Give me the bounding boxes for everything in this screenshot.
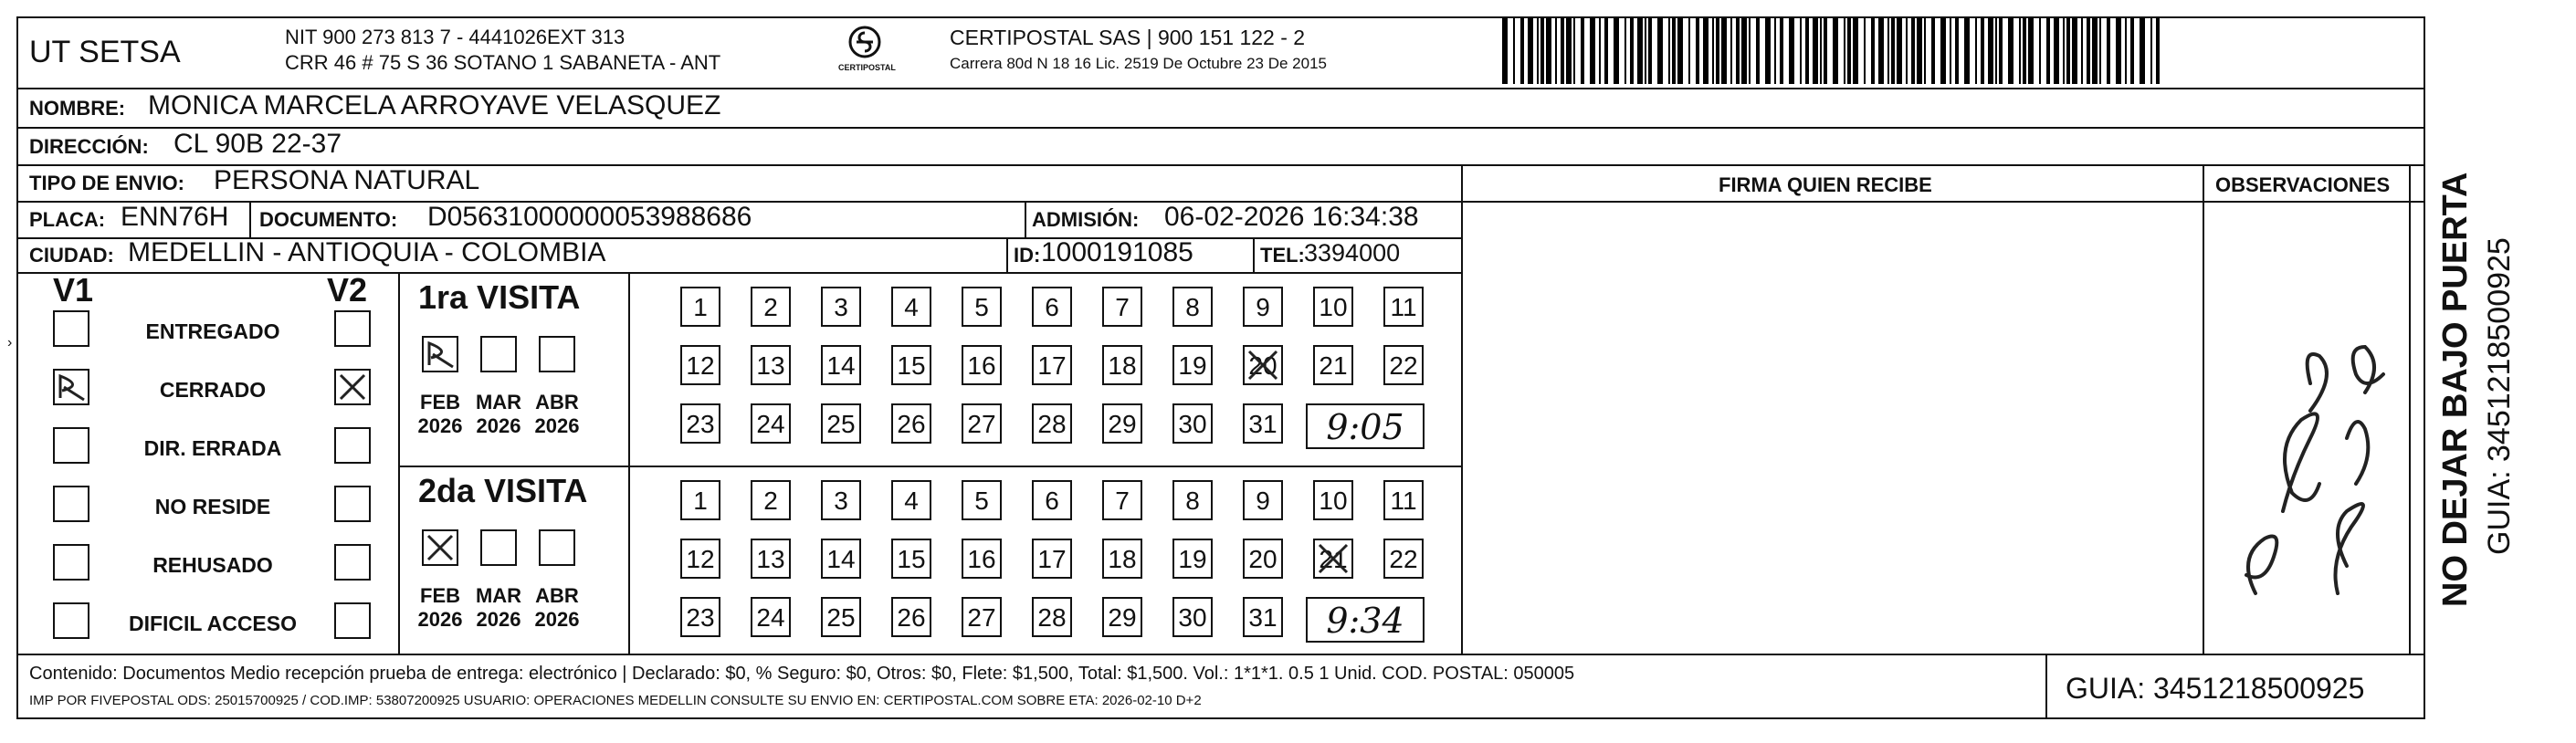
month-checkbox[interactable]: [422, 336, 458, 372]
day-box[interactable]: 31: [1243, 403, 1283, 444]
status-v2-checkbox[interactable]: [334, 486, 371, 522]
documento-value: D05631000000053988686: [427, 202, 752, 232]
x-mark-icon: [336, 371, 369, 403]
day-box[interactable]: 19: [1172, 539, 1213, 579]
status-v1-checkbox[interactable]: [53, 602, 89, 639]
day-box[interactable]: 15: [891, 345, 931, 385]
day-box[interactable]: 26: [891, 403, 931, 444]
ciudad-value: MEDELLIN - ANTIOQUIA - COLOMBIA: [128, 237, 606, 267]
footer-guia: GUIA: 3451218500925: [2066, 672, 2365, 705]
day-box[interactable]: 21: [1313, 345, 1353, 385]
day-box[interactable]: 25: [821, 597, 861, 637]
footer-contenido: Contenido: Documentos Medio recepción prueba de entrega: electrónico | Declarado: $0, % Seguro: $0, Otros: $0, Flete: $1,500, Total: $1,500. Vol.: 1*1*1. 0.5 1 Unid. COD. POSTAL: 050005: [29, 664, 1575, 684]
day-box[interactable]: 1: [680, 287, 720, 327]
month-year: 2026: [534, 608, 580, 631]
visit-title: 2da VISITA: [418, 472, 588, 509]
ciudad-label: CIUDAD:: [29, 244, 114, 267]
company-name: UT SETSA: [29, 35, 181, 69]
day-box[interactable]: 27: [962, 597, 1002, 637]
month-label: FEB: [420, 584, 460, 607]
status-label: NO RESIDE: [154, 495, 271, 518]
day-box[interactable]: 23: [680, 597, 720, 637]
month-checkbox[interactable]: [480, 336, 517, 372]
guide-frame: [16, 16, 2425, 719]
certipostal-logo: [833, 24, 897, 77]
day-box[interactable]: 21: [1313, 539, 1353, 579]
day-box[interactable]: 16: [962, 345, 1002, 385]
v1-label: V1: [53, 271, 94, 309]
tipo-envio-label: TIPO DE ENVIO:: [29, 172, 184, 194]
placa-value: ENN76H: [121, 202, 229, 232]
status-v2-checkbox[interactable]: [334, 427, 371, 464]
day-box[interactable]: 8: [1172, 480, 1213, 520]
day-box[interactable]: 20: [1243, 539, 1283, 579]
status-v1-checkbox[interactable]: [53, 369, 89, 405]
day-box[interactable]: 30: [1172, 403, 1213, 444]
day-box[interactable]: 20: [1243, 345, 1283, 385]
day-box[interactable]: 30: [1172, 597, 1213, 637]
day-box[interactable]: 25: [821, 403, 861, 444]
day-box[interactable]: 15: [891, 539, 931, 579]
month-label: ABR: [535, 584, 579, 607]
status-v1-checkbox[interactable]: [53, 544, 89, 581]
v2-label: V2: [327, 271, 368, 309]
day-box[interactable]: 4: [891, 480, 931, 520]
placa-label: PLACA:: [29, 208, 106, 231]
visit-title: 1ra VISITA: [418, 278, 581, 316]
day-box[interactable]: 2: [751, 480, 791, 520]
status-v2-checkbox[interactable]: [334, 544, 371, 581]
status-label: DIFICIL ACCESO: [128, 612, 297, 635]
month-year: 2026: [476, 608, 521, 631]
day-box[interactable]: 4: [891, 287, 931, 327]
admision-label: ADMISIÓN:: [1032, 208, 1140, 231]
month-checkbox[interactable]: [539, 336, 575, 372]
certipostal-logo-text: CERTIPOSTAL: [838, 63, 896, 72]
direccion-value: CL 90B 22-37: [173, 129, 342, 159]
day-box[interactable]: 7: [1102, 480, 1142, 520]
status-label: REHUSADO: [152, 553, 273, 577]
status-v2-checkbox[interactable]: [334, 310, 371, 347]
admision-value: 06-02-2026 16:34:38: [1164, 202, 1419, 232]
month-checkbox[interactable]: [539, 529, 575, 566]
month-label: FEB: [420, 391, 460, 413]
side-warning: NO DEJAR BAJO PUERTA: [2436, 172, 2475, 607]
nombre-value: MONICA MARCELA ARROYAVE VELASQUEZ: [148, 90, 721, 120]
day-box[interactable]: 18: [1102, 345, 1142, 385]
day-box[interactable]: 3: [821, 480, 861, 520]
month-year: 2026: [417, 414, 463, 437]
day-box[interactable]: 5: [962, 480, 1002, 520]
day-box[interactable]: 8: [1172, 287, 1213, 327]
tel-label: TEL:: [1260, 244, 1305, 267]
day-box[interactable]: 17: [1032, 539, 1072, 579]
day-box[interactable]: 18: [1102, 539, 1142, 579]
nombre-label: NOMBRE:: [29, 97, 126, 120]
day-box[interactable]: 24: [751, 403, 791, 444]
day-box[interactable]: 11: [1383, 480, 1424, 520]
status-label: DIR. ERRADA: [143, 436, 282, 460]
day-box[interactable]: 27: [962, 403, 1002, 444]
observaciones-label: OBSERVACIONES: [2215, 173, 2391, 196]
status-v1-checkbox[interactable]: [53, 310, 89, 347]
status-label: CERRADO: [159, 378, 267, 402]
day-box[interactable]: 28: [1032, 597, 1072, 637]
nit-line-1: NIT 900 273 813 7 - 4441026EXT 313: [285, 26, 626, 48]
tipo-envio-value: PERSONA NATURAL: [214, 165, 480, 195]
day-box[interactable]: 22: [1383, 539, 1424, 579]
day-box[interactable]: 9: [1243, 480, 1283, 520]
day-box[interactable]: 14: [821, 539, 861, 579]
tel-value: 3394000: [1304, 239, 1401, 267]
day-box[interactable]: 11: [1383, 287, 1424, 327]
day-box[interactable]: 7: [1102, 287, 1142, 327]
day-box[interactable]: 31: [1243, 597, 1283, 637]
day-box[interactable]: 29: [1102, 403, 1142, 444]
status-v2-checkbox[interactable]: [334, 602, 371, 639]
margin-tick: ›: [7, 335, 13, 351]
barcode: [1502, 18, 2161, 84]
status-v1-checkbox[interactable]: [53, 427, 89, 464]
day-box[interactable]: 17: [1032, 345, 1072, 385]
day-box[interactable]: 6: [1032, 287, 1072, 327]
day-box[interactable]: 14: [821, 345, 861, 385]
day-box[interactable]: 12: [680, 345, 720, 385]
x-mark-icon: [1245, 347, 1281, 383]
firma-label: FIRMA QUIEN RECIBE: [1719, 173, 1932, 196]
day-box[interactable]: 2: [751, 287, 791, 327]
month-label: MAR: [475, 391, 522, 413]
visit-time-handwritten: 9:05: [1306, 403, 1425, 449]
month-label: ABR: [535, 391, 579, 413]
day-box[interactable]: 10: [1313, 480, 1353, 520]
nit-line-2: CRR 46 # 75 S 36 SOTANO 1 SABANETA - ANT: [285, 51, 721, 74]
day-box[interactable]: 26: [891, 597, 931, 637]
footer-imp: IMP POR FIVEPOSTAL ODS: 25015700925 / COD.IMP: 53807200925 USUARIO: OPERACIONES MEDELLIN CONSULTE SU ENVIO EN: CERTIPOSTAL.COM SOBRE ETA: 2026-02-10 D+2: [29, 693, 1202, 708]
certipostal-line-2: Carrera 80d N 18 16 Lic. 2519 De Octubre 23 De 2015: [950, 55, 1327, 72]
x-mark-icon: [424, 531, 457, 564]
day-box[interactable]: 12: [680, 539, 720, 579]
day-box[interactable]: 1: [680, 480, 720, 520]
visit-time-handwritten: 9:34: [1306, 597, 1425, 643]
day-box[interactable]: 22: [1383, 345, 1424, 385]
day-box[interactable]: 10: [1313, 287, 1353, 327]
status-label: ENTREGADO: [145, 319, 280, 343]
day-box[interactable]: 9: [1243, 287, 1283, 327]
month-checkbox[interactable]: [422, 529, 458, 566]
day-box[interactable]: 28: [1032, 403, 1072, 444]
certipostal-line-1: CERTIPOSTAL SAS | 900 151 122 - 2: [950, 26, 1306, 49]
side-guia: GUIA: 3451218500925: [2482, 237, 2517, 555]
day-box[interactable]: 13: [751, 345, 791, 385]
day-box[interactable]: 3: [821, 287, 861, 327]
month-checkbox[interactable]: [480, 529, 517, 566]
id-value: 1000191085: [1041, 237, 1193, 267]
month-year: 2026: [534, 414, 580, 437]
day-box[interactable]: 29: [1102, 597, 1142, 637]
month-label: MAR: [475, 584, 522, 607]
status-v2-checkbox[interactable]: [334, 369, 371, 405]
documento-label: DOCUMENTO:: [259, 208, 398, 231]
p-mark-icon: [55, 371, 88, 403]
id-label: ID:: [1014, 244, 1041, 267]
month-year: 2026: [476, 414, 521, 437]
day-box[interactable]: 6: [1032, 480, 1072, 520]
observations-signature: [2219, 210, 2402, 639]
p-mark-icon: [424, 338, 457, 371]
x-mark-icon: [1315, 540, 1351, 577]
day-box[interactable]: 13: [751, 539, 791, 579]
month-year: 2026: [417, 608, 463, 631]
direccion-label: DIRECCIÓN:: [29, 135, 149, 158]
day-box[interactable]: 23: [680, 403, 720, 444]
day-box[interactable]: 5: [962, 287, 1002, 327]
day-box[interactable]: 24: [751, 597, 791, 637]
day-box[interactable]: 19: [1172, 345, 1213, 385]
day-box[interactable]: 16: [962, 539, 1002, 579]
status-v1-checkbox[interactable]: [53, 486, 89, 522]
